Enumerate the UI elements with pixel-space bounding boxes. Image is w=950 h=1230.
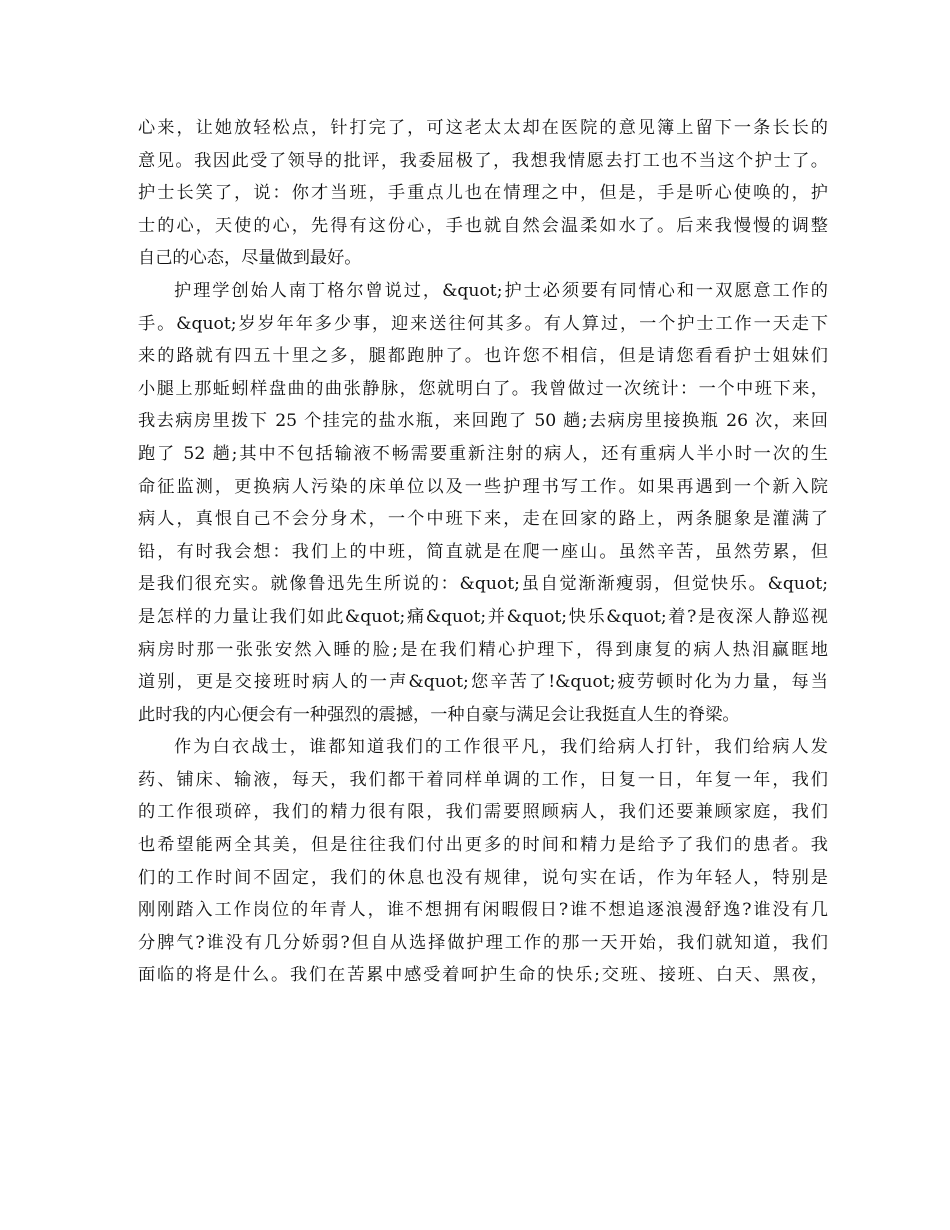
text-line: 作为白衣战士，谁都知道我们的工作很平凡，我们给病人打针，我们给病人发 xyxy=(174,737,828,758)
text-line: 病人，真恨自己不会分身术，一个中班下来，走在回家的路上，两条腿象是灌满了 xyxy=(138,509,828,530)
text-line: 也希望能两全其美，但是往往我们付出更多的时间和精力是给予了我们的患者。我 xyxy=(138,835,828,856)
text-line: 们的工作时间不固定，我们的休息也没有规律，说句实在话，作为年轻人，特别是 xyxy=(138,867,828,888)
text-line: 跑了 52 趟;其中不包括输液不畅需要重新注射的病人，还有重病人半小时一次的生 xyxy=(138,443,828,464)
document-body xyxy=(138,112,828,992)
text-line: 小腿上那蚯蚓样盘曲的曲张静脉，您就明白了。我曾做过一次统计：一个中班下来， xyxy=(138,378,828,399)
text-line: 我去病房里拨下 25 个挂完的盐水瓶，来回跑了 50 趟;去病房里接换瓶 26 次，来回 xyxy=(138,411,828,432)
text-line: 药、铺床、输液，每天，我们都干着同样单调的工作，日复一日，年复一年，我们 xyxy=(138,769,828,790)
text-line: 来的路就有四五十里之多，腿都跑肿了。也许您不相信，但是请您看看护士姐妹们 xyxy=(138,346,828,367)
text-line: 分脾气?谁没有几分娇弱?但自从选择做护理工作的那一天开始，我们就知道，我们 xyxy=(138,932,828,953)
text-line: 铅，有时我会想：我们上的中班，简直就是在爬一座山。虽然辛苦，虽然劳累，但 xyxy=(138,541,828,562)
text-line: 意见。我因此受了领导的批评，我委屈极了，我想我情愿去打工也不当这个护士了。 xyxy=(138,150,828,171)
text-line: 护理学创始人南丁格尔曾说过，&quot;护士必须要有同情心和一双愿意工作的 xyxy=(174,280,828,301)
text-line: 的工作很琐碎，我们的精力很有限，我们需要照顾病人，我们还要兼顾家庭，我们 xyxy=(138,802,828,823)
text-line: 刚刚踏入工作岗位的年青人，谁不想拥有闲暇假日?谁不想追逐浪漫舒逸?谁没有几 xyxy=(138,900,828,921)
text-line: 心来，让她放轻松点，针打完了，可这老太太却在医院的意见簿上留下一条长长的 xyxy=(138,118,828,138)
text-line: 自己的心态，尽量做到最好。 xyxy=(138,248,362,269)
text-line: 护士长笑了，说：你才当班，手重点儿也在情理之中，但是，手是听心使唤的，护 xyxy=(138,183,828,204)
text-line: 道别，更是交接班时病人的一声&quot;您辛苦了!&quot;疲劳顿时化为力量，每当 xyxy=(138,672,828,693)
text-line: 此时我的内心便会有一种强烈的震撼，一种自豪与满足会让我挺直人生的脊梁。 xyxy=(138,704,740,725)
text-line: 手。&quot;岁岁年年多少事，迎来送往何其多。有人算过，一个护士工作一天走下 xyxy=(138,313,828,334)
text-line: 面临的将是什么。我们在苦累中感受着呵护生命的快乐;交班、接班、白天、黑夜， xyxy=(138,965,828,986)
text-line: 命征监测，更换病人污染的床单位以及一些护理书写工作。如果再遇到一个新入院 xyxy=(138,476,828,497)
text-line: 病房时那一张张安然入睡的脸;是在我们精心护理下，得到康复的病人热泪赢眶地 xyxy=(138,639,828,660)
text-line: 士的心，天使的心，先得有这份心，手也就自然会温柔如水了。后来我慢慢的调整 xyxy=(138,215,828,236)
text-line: 是怎样的力量让我们如此&quot;痛&quot;并&quot;快乐&quot;着?是夜深人静巡视 xyxy=(138,606,828,627)
text-line: 是我们很充实。就像鲁迅先生所说的：&quot;虽自觉渐渐瘦弱，但觉快乐。&quot; xyxy=(138,574,828,595)
